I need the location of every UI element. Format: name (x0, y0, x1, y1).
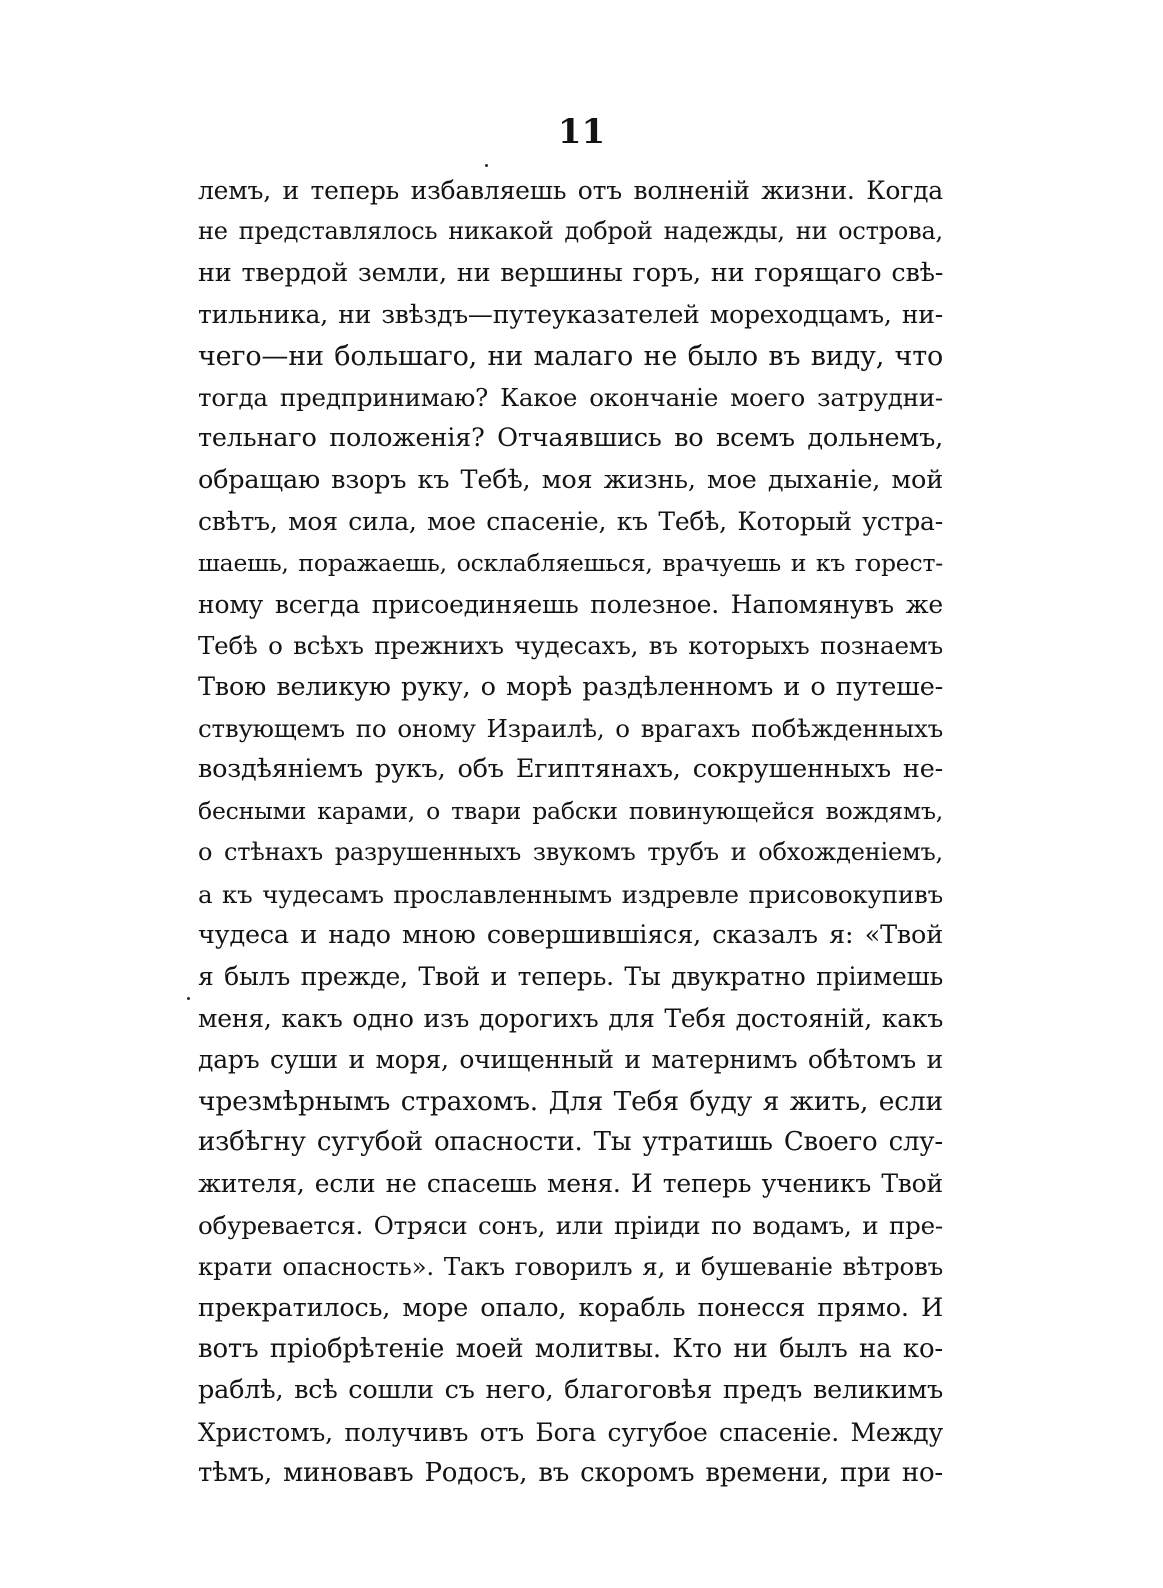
text-line: о стѣнахъ разрушенныхъ звукомъ трубъ и обхожденіемъ, (198, 838, 943, 867)
text-line: обуревается. Отряси сонъ, или пріиди по водамъ, и пре- (198, 1210, 943, 1240)
print-speck (485, 164, 488, 167)
text-line: а къ чудесамъ прославленнымъ издревле присовокупивъ (198, 879, 943, 909)
text-line: ни твердой земли, ни вершины горъ, ни горящаго свѣ- (198, 257, 944, 288)
text-line: Тебѣ о всѣхъ прежнихъ чудесахъ, въ которыхъ познаемъ (198, 631, 943, 661)
text-line: бесными карами, о твари рабски повинующейся вождямъ, (198, 796, 943, 825)
text-line: тѣмъ, миновавъ Родосъ, въ скоромъ времени, при но- (198, 1458, 943, 1489)
text-line: меня, какъ одно изъ дорогихъ для Тебя достояній, какъ (198, 1003, 944, 1033)
text-line: чего—ни большаго, ни малаго не было въ виду, что (198, 340, 943, 372)
body-text (198, 170, 943, 1495)
text-line: шаешь, поражаешь, осклабляешься, врачуешь и къ горест- (198, 548, 943, 577)
text-line: вотъ пріобрѣтеніе моей молитвы. Кто ни былъ на ко- (198, 1333, 943, 1364)
print-speck (187, 997, 190, 1000)
text-line: прекратилось, море опало, корабль понесся прямо. И (198, 1292, 943, 1323)
text-line: чрезмѣрнымъ страхомъ. Для Тебя буду я жить, если (198, 1085, 943, 1117)
text-line: крати опасность». Такъ говорилъ я, и бушеваніе вѣтровъ (198, 1252, 943, 1282)
text-line: жителя, если не спасешь меня. И теперь ученикъ Твой (198, 1169, 943, 1199)
text-line: ствующемъ по оному Израилѣ, о врагахъ побѣжденныхъ (198, 714, 943, 744)
text-line: раблѣ, всѣ сошли съ него, благоговѣя предъ великимъ (198, 1375, 943, 1406)
text-line: не представлялось никакой доброй надежды, ни острова, (198, 217, 943, 246)
text-line: свѣтъ, моя сила, мое спасеніе, къ Тебѣ, Который устра- (198, 507, 943, 537)
text-line: я былъ прежде, Твой и теперь. Ты двукратно пріимешь (198, 962, 943, 992)
text-line: тогда предпринимаю? Какое окончаніе моего затрудни- (198, 382, 943, 412)
text-line: воздѣяніемъ рукъ, объ Египтянахъ, сокрушенныхъ не- (198, 754, 943, 785)
text-line: тильника, ни звѣздъ—путеуказателей мореходцамъ, ни- (198, 300, 943, 330)
text-line: чудеса и надо мною совершившіяся, сказалъ я: «Твой (198, 920, 943, 951)
text-line: ному всегда присоединяешь полезное. Напомянувъ же (198, 589, 943, 619)
page-number: 11 (557, 112, 606, 152)
text-line: обращаю взоръ къ Тебѣ, моя жизнь, мое дыханіе, мой (198, 464, 943, 495)
text-line: даръ суши и моря, очищенный и матернимъ обѣтомъ и (198, 1045, 943, 1075)
text-line: тельнаго положенія? Отчаявшись во всемъ дольнемъ, (198, 423, 943, 454)
text-line: Христомъ, получивъ отъ Бога сугубое спасеніе. Между (198, 1417, 943, 1447)
text-line: избѣгну сугубой опасности. Ты утратишь Своего слу- (198, 1126, 943, 1157)
text-line: лемъ, и теперь избавляешь отъ волненій жизни. Когда (198, 176, 943, 205)
text-line: Твою великую руку, о морѣ раздѣленномъ и о путеше- (198, 671, 943, 702)
